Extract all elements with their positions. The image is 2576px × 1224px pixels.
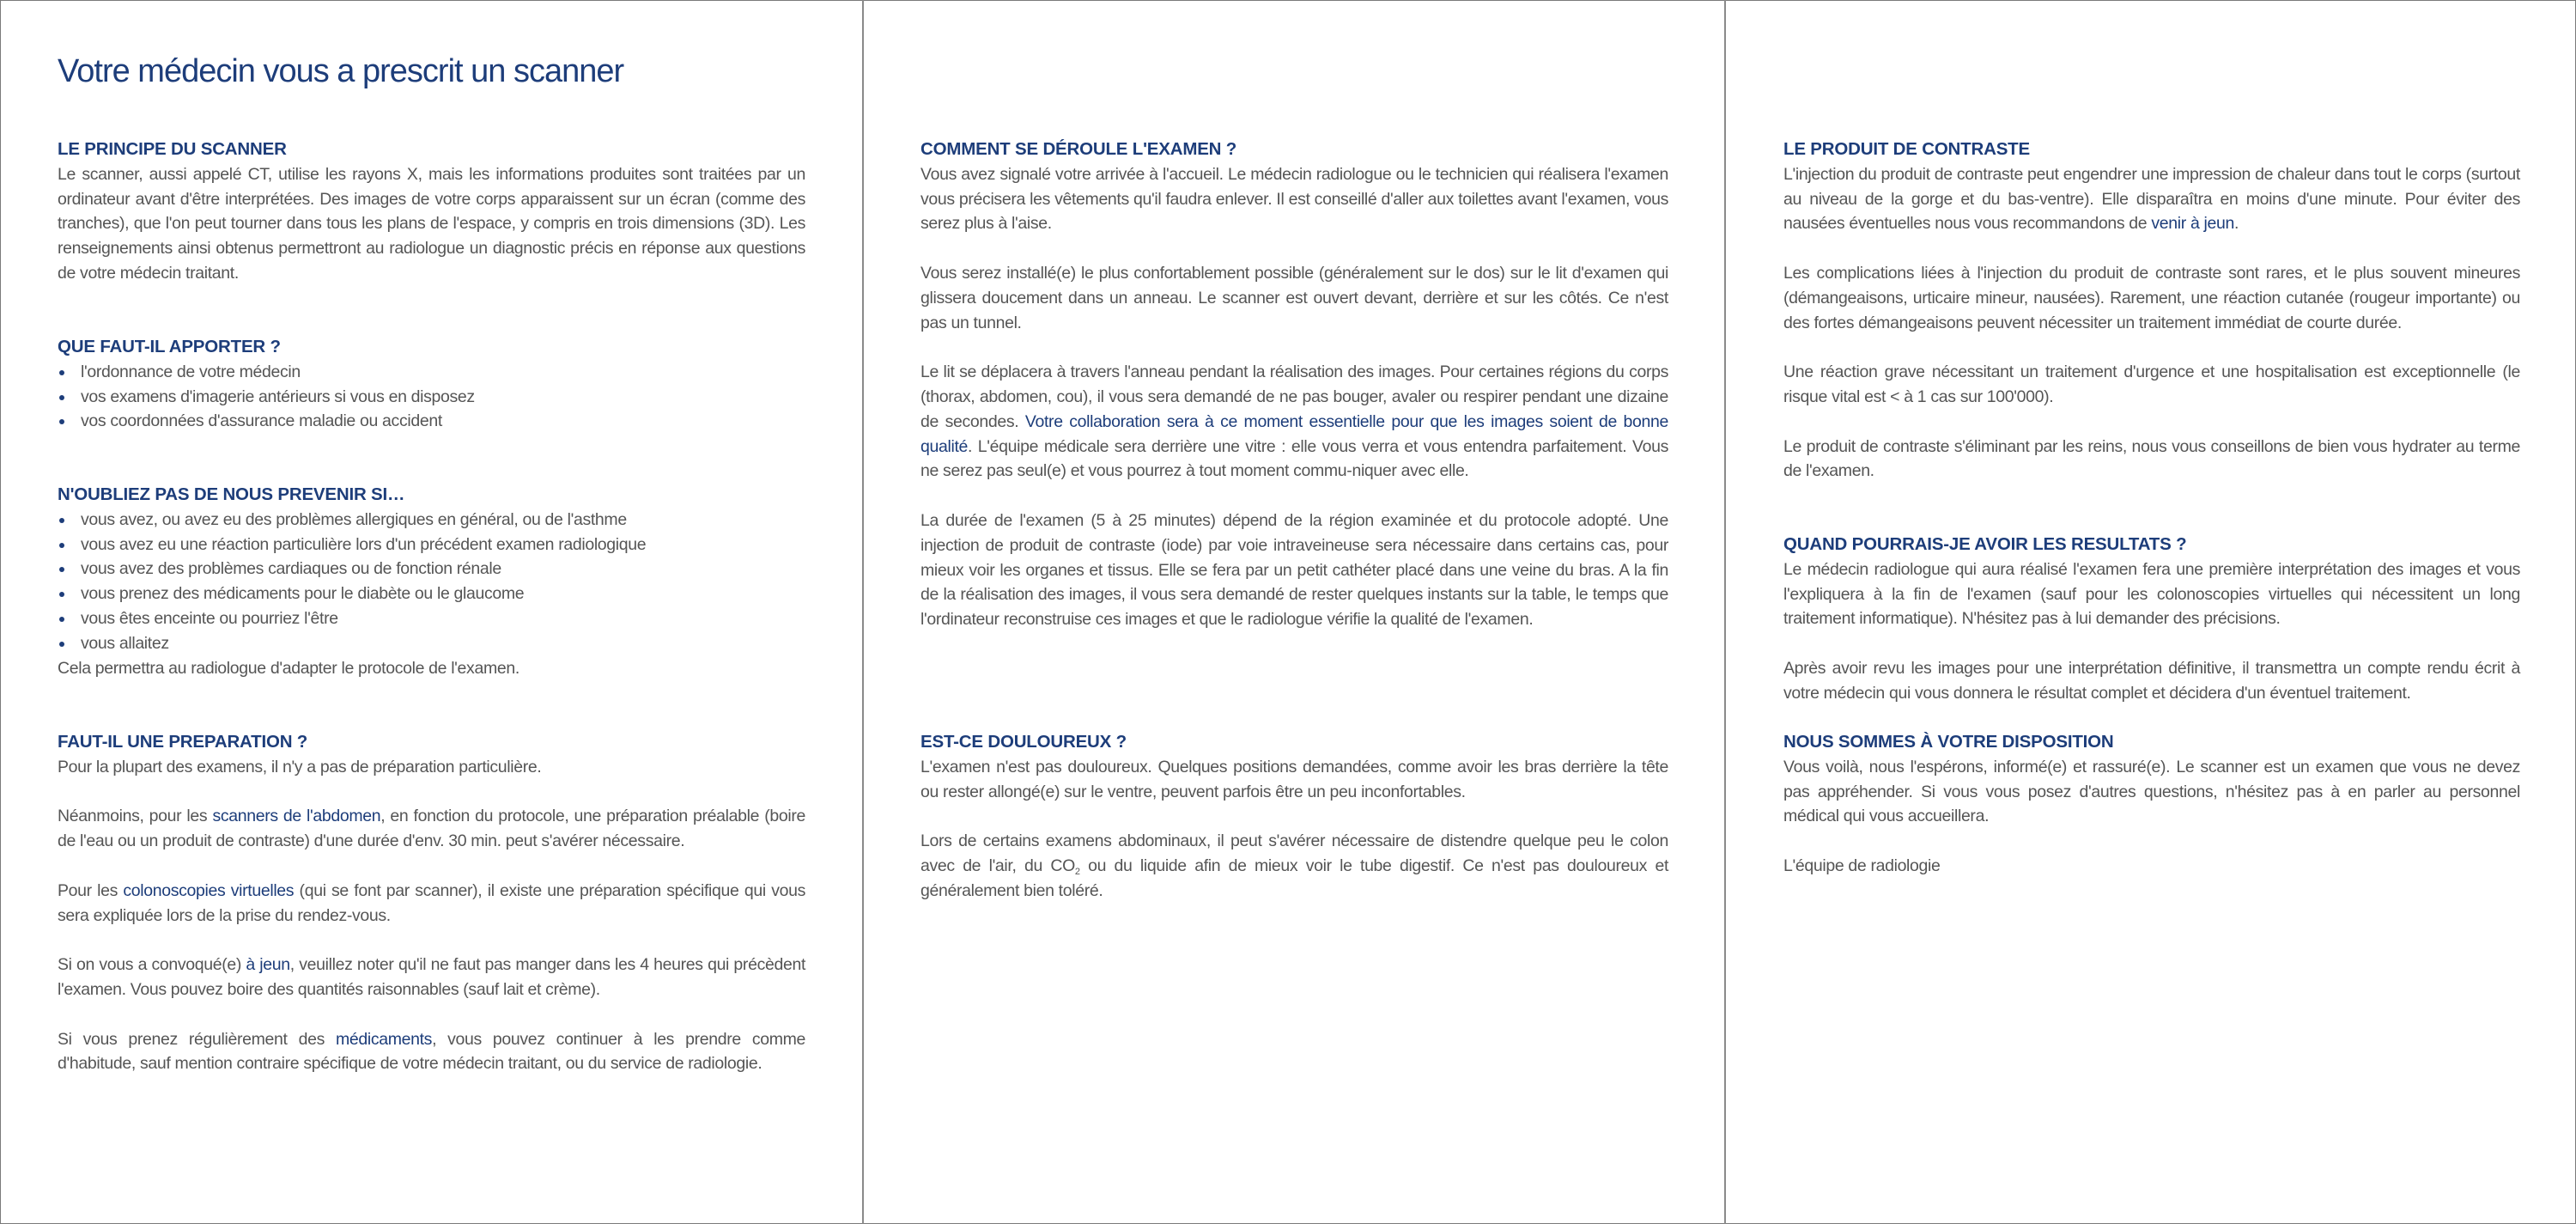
bullet-list [58, 508, 805, 656]
highlight-text: scanners de l'abdomen [212, 807, 381, 826]
text: Le lit se déplacera à travers l'anneau pendant la réalisation des images. Pour certaines régions du corps (thorax, abdomen, cou), il vous sera demandé de ne pas bouger, avaler ou respirer pendant une dizaine de secondes. [920, 362, 1668, 431]
paragraph: Le produit de contraste s'éliminant par les reins, nous vous conseillons de bien vous hydrater au terme de l'examen. [1783, 436, 2520, 481]
paragraph: Les complications liées à l'injection du produit de contraste sont rares, et le plus souvent mineures (démangeaisons, urticaire mineur, nausées). Rarement, une réaction cutanée (rougeur importante) ou des fortes démangeaisons peuvent nécessiter un traitement immédiat de courte durée. [1783, 263, 2520, 332]
paragraph: Pour la plupart des examens, il n'y a pas de préparation particulière. [58, 757, 542, 776]
paragraph: Vous serez installé(e) le plus confortablement possible (généralement sur le dos) sur le lit d'examen qui glissera doucement dans un anneau. Le scanner est ouvert devant, derrière et sur les côtés. Ce n'est pas un tunnel. [920, 263, 1668, 332]
page-title: Votre médecin vous a prescrit un scanner [58, 53, 624, 89]
paragraph [1783, 162, 2520, 236]
list-item: vous avez des problèmes cardiaques ou de fonction rénale [58, 557, 805, 582]
list-item: vous avez eu une réaction particulière lors d'un précédent examen radiologique [58, 533, 805, 557]
section-heading: COMMENT SE DÉROULE L'EXAMEN ? [920, 139, 1237, 159]
highlight-text: venir à jeun [2151, 214, 2234, 234]
paragraph [920, 829, 1668, 903]
subscript: 2 [1074, 866, 1080, 877]
section-heading: FAUT-IL UNE PREPARATION ? [58, 732, 308, 752]
list-item: vous prenez des médicaments pour le diabète ou le glaucome [58, 582, 805, 606]
section-heading: NOUS SOMMES À VOTRE DISPOSITION [1783, 732, 2114, 752]
section-heading: QUE FAUT-IL APPORTER ? [58, 337, 281, 356]
highlight-text: médicaments [335, 1029, 433, 1049]
list-item: vos examens d'imagerie antérieurs si vous en disposez [58, 385, 805, 410]
panel-middle [920, 0, 1668, 1224]
section-heading: EST-CE DOULOUREUX ? [920, 732, 1127, 752]
section-preparation [58, 730, 805, 1076]
text: Pour les [58, 880, 124, 900]
section-disposition [1783, 730, 2520, 879]
text: ou du liquide afin de mieux voir le tube digestif. Ce n'est pas douloureux et généralement bien toléré. [920, 856, 1669, 900]
paragraph [58, 953, 805, 1002]
section-heading: QUAND POURRAIS-JE AVOIR LES RESULTATS ? [1783, 534, 2187, 554]
paragraph: Vous avez signalé votre arrivée à l'accueil. Le médecin radiologue ou le technicien qui réalisera l'examen vous précisera les vêtements qu'il faudra enlever. Il est conseillé d'aller aux toilettes avant l'examen, vous serez plus à l'aise. [920, 164, 1668, 234]
highlight-text: colonoscopies virtuelles [123, 880, 295, 900]
text: . [2233, 214, 2239, 234]
paragraph: Le médecin radiologue qui aura réalisé l'examen fera une première interprétation des images et vous l'expliquera à la fin de l'examen (sauf pour les colonoscopies virtuelles qui nécessitent un long traitement informatique). N'hésitez pas à lui demander des précisions. [1783, 559, 2520, 629]
text: , veuillez noter qu'il ne faut pas manger dans les 4 heures qui précèdent l'examen. Vous pouvez boire des quantités raisonnables (sauf lait et crème). [58, 955, 806, 999]
panel-divider-2 [1724, 0, 1726, 1224]
list-item: vous êtes enceinte ou pourriez l'être [58, 606, 805, 631]
text: , vous pouvez continuer à les prendre comme d'habitude, sauf mention contraire spécifique de votre médecin traitant, ou du service de radiologie. [58, 1029, 805, 1074]
highlight-text: à jeun [246, 955, 290, 975]
paragraph [58, 879, 805, 929]
paragraph: Après avoir revu les images pour une interprétation définitive, il transmettra un compte rendu écrit à votre médecin qui vous donnera le résultat complet et décidera d'un éventuel traitement. [1783, 658, 2520, 703]
panel-divider-1 [862, 0, 864, 1224]
list-item: vous allaitez [58, 631, 805, 656]
section-heading: LE PRODUIT DE CONTRASTE [1783, 139, 2030, 159]
note: Cela permettra au radiologue d'adapter le protocole de l'examen. [58, 658, 519, 678]
section-apporter [58, 335, 805, 434]
section-resultats [1783, 533, 2520, 706]
text: L'injection du produit de contraste peut engendrer une impression de chaleur dans tout le corps (surtout au niveau de la gorge et du bas-ventre). Elle disparaîtra en moins d'une minute. Pour éviter des nausées éventuelles nous vous recommandons de [1783, 164, 2520, 234]
bullet-list [58, 360, 805, 434]
text: . L'équipe médicale sera derrière une vitre : elle vous verra et vous entendra parfaitement. Vous ne serez pas seul(e) et vous pourrez à tout moment commu-niquer avec elle. [920, 436, 1668, 481]
paragraph: Une réaction grave nécessitant un traitement d'urgence et une hospitalisation est exceptionnelle (le risque vital est < à 1 cas sur 100'000). [1783, 362, 2520, 406]
section-heading: N'OUBLIEZ PAS DE NOUS PREVENIR SI… [58, 484, 405, 504]
signature: L'équipe de radiologie [1783, 856, 1941, 875]
text: Néanmoins, pour les [58, 807, 213, 826]
section-douleur [920, 730, 1668, 904]
list-item: vous avez, ou avez eu des problèmes allergiques en général, ou de l'asthme [58, 508, 805, 533]
text: Si on vous a convoqué(e) [58, 955, 246, 975]
highlight-text: Votre collaboration sera à ce moment essentielle pour que les images soient de bonne qualité [920, 411, 1668, 456]
list-item: l'ordonnance de votre médecin [58, 360, 805, 385]
paragraph [58, 1027, 805, 1077]
section-heading: LE PRINCIPE DU SCANNER [58, 139, 287, 159]
list-item: vos coordonnées d'assurance maladie ou accident [58, 409, 805, 434]
paragraph: La durée de l'examen (5 à 25 minutes) dépend de la région examinée et du protocole adopté. Une injection de produit de contraste (iode) par voie intraveineuse sera nécessaire dans certains cas, pour mieux voir les organes et tissus. Elle se fera par un petit cathéter placé dans une veine du bras. A la fin de la réalisation des images, il vous sera demandé de rester quelques instants sur la table, le temps que l'ordinateur reconstruise ces images et que le radiologue vérifie la qualité de l'examen. [920, 510, 1668, 630]
panel-right [1783, 0, 2520, 1224]
paragraph: L'examen n'est pas douloureux. Quelques positions demandées, comme avoir les bras derrière la tête ou rester allongé(e) sur le ventre, peuvent parfois être un peu inconfortables. [920, 757, 1668, 801]
section-deroulement [920, 137, 1668, 632]
text: , en fonction du protocole, une préparation préalable (boire de l'eau ou un produit de contraste) d'une durée d'env. 30 min. peut s'avérer nécessaire. [58, 807, 806, 851]
paragraph [920, 360, 1668, 484]
text: (qui se font par scanner), il existe une préparation spécifique qui vous sera expliquée lors de la prise du rendez-vous. [58, 880, 805, 925]
panel-left [58, 0, 805, 1224]
text: Si vous prenez régulièrement des [58, 1029, 336, 1049]
paragraph: Vous voilà, nous l'espérons, informé(e) et rassuré(e). Le scanner est un examen que vous ne devez pas appréhender. Si vous vous posez d'autres questions, n'hésitez pas à en parler au personnel médical qui vous accueillera. [1783, 757, 2520, 826]
paragraph: Le scanner, aussi appelé CT, utilise les rayons X, mais les informations produites sont traitées par un ordinateur avant d'être interprétées. Des images de votre corps apparaissent sur un écran (comme des tranches), que l'on peut tourner dans tous les plans de l'espace, y compris en trois dimensions (3D). Les renseignements ainsi obtenus permettront au radiologue un diagnostic précis en réponse aux questions de votre médecin traitant. [58, 164, 805, 283]
paragraph [58, 804, 805, 854]
section-contraste [1783, 137, 2520, 484]
section-prevenir [58, 483, 805, 680]
text: Lors de certains examens abdominaux, il peut s'avérer nécessaire de distendre quelque peu le colon avec de l'air, du CO [920, 831, 1668, 875]
section-principe [58, 137, 805, 286]
